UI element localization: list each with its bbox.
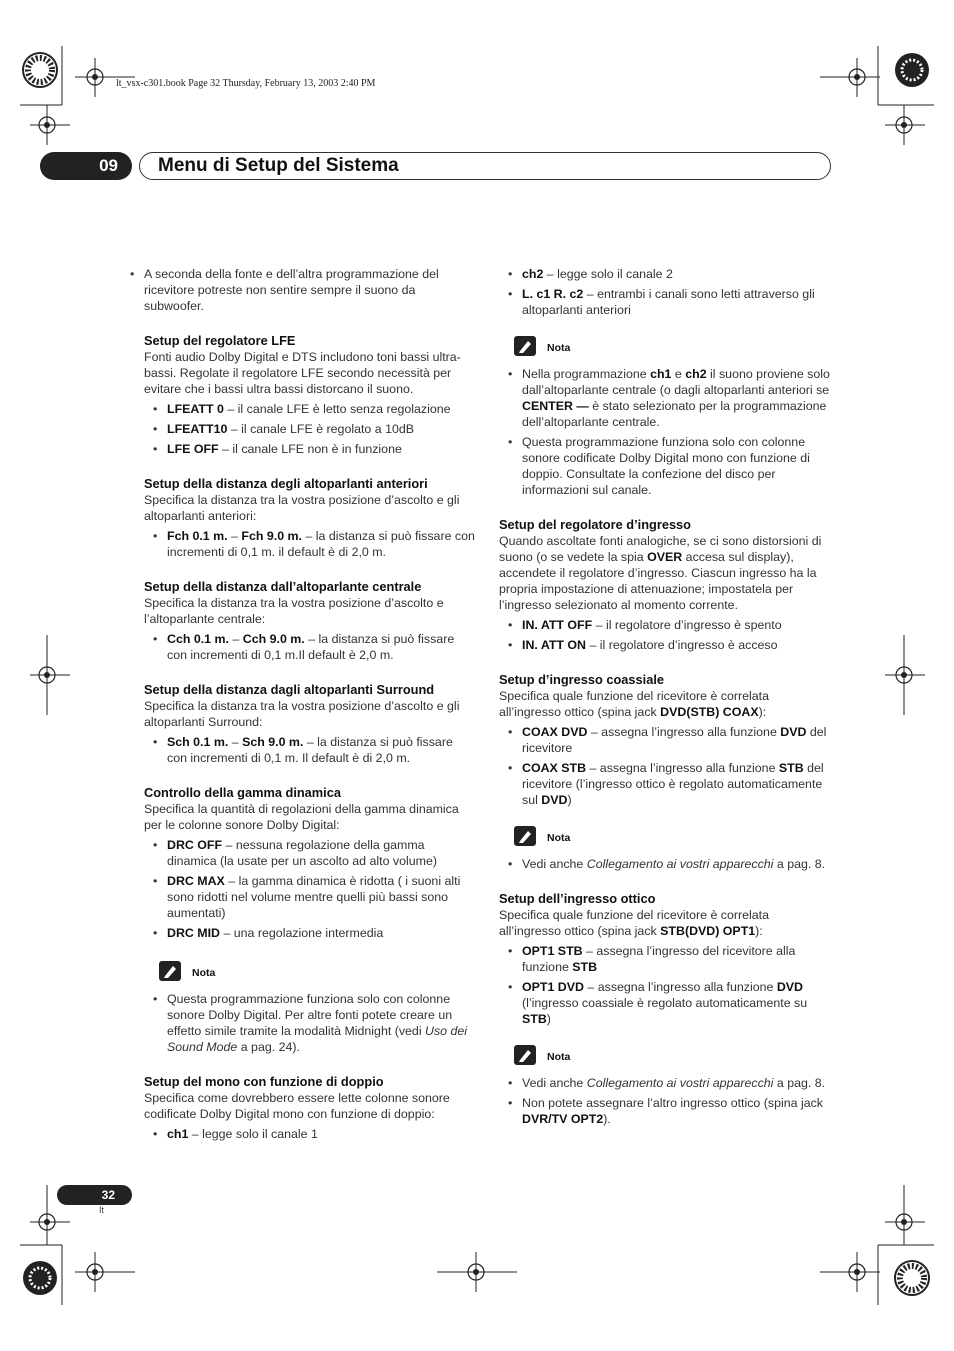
drc-heading: Controllo della gamma dinamica — [144, 785, 341, 800]
chapter-number: 09 — [40, 152, 132, 180]
list-item: • LFEATT 0 – il canale LFE è letto senza regolazione — [144, 401, 476, 417]
note-item: • Questa programmazione funziona solo con colonne sonore codificate Dolby Digital mono con funzione di doppio. Consultate la confezione del disco per informazioni sul canale. — [499, 434, 831, 498]
list-item: • Cch 0.1 m. – Cch 9.0 m. – la distanza si può fissare con incrementi di 0,1 m.Il default è 2,0 m. — [144, 631, 476, 663]
note-item: • Vedi anche Collegamento ai vostri apparecchi a pag. 8. — [499, 856, 831, 872]
nota-label: Nota — [547, 1051, 571, 1063]
list-item: • L. c1 R. c2 – entrambi i canali sono letti attraverso gli altoparlanti anteriori — [499, 286, 831, 318]
pencil-icon — [514, 1045, 536, 1065]
front-heading: Setup della distanza degli altoparlanti anteriori — [144, 476, 428, 491]
list-item: • IN. ATT ON – il regolatore d’ingresso è acceso — [499, 637, 831, 653]
mono-text: Specifica come dovrebbero essere lette colonne sonore codificate Dolby Digital mono con funzione di doppio: — [144, 1091, 450, 1121]
page-number: 32 — [57, 1185, 132, 1205]
optical-text: Specifica quale funzione del ricevitore è correlata all’ingresso ottico (spina jack STB(DVD) OPT1): — [499, 908, 769, 938]
list-item: • ch1 – legge solo il canale 1 — [144, 1126, 476, 1142]
list-item: • DRC OFF – nessuna regolazione della gamma dinamica (la usate per un ascolto ad alto volume) — [144, 837, 476, 869]
right-column — [499, 262, 831, 1127]
nota-box — [499, 336, 831, 362]
list-item: • OPT1 STB – assegna l’ingresso del ricevitore alla funzione STB — [499, 943, 831, 975]
nota-label: Nota — [192, 967, 216, 979]
lfe-text: Fonti audio Dolby Digital e DTS includono toni bassi ultra-bassi. Regolate il regolatore LFE secondo necessità per evitare che i bassi ultra bassi distorcano il suono. — [144, 350, 461, 396]
pencil-icon — [514, 826, 536, 846]
pencil-icon — [514, 336, 536, 356]
list-item: • LFE OFF – il canale LFE non è in funzione — [144, 441, 476, 457]
optical-heading: Setup dell’ingresso ottico — [499, 891, 656, 906]
list-item: • Sch 0.1 m. – Sch 9.0 m. – la distanza si può fissare con incrementi di 0,1 m. Il default è di 2,0 m. — [144, 734, 476, 766]
note-item: • Vedi anche Collegamento ai vostri apparecchi a pag. 8. — [499, 1075, 831, 1091]
input-att-text: Quando ascoltate fonti analogiche, se ci sono distorsioni di suono (o se vedete la spia OVER accesa sul display), accendete il regolatore d’ingresso. Ciascun ingresso ha la propria impostazione di attenuazione; impostatela per l’ingresso selezionato al momento corrente. — [499, 534, 822, 612]
surround-heading: Setup della distanza dagli altoparlanti Surround — [144, 682, 435, 697]
list-item: • IN. ATT OFF – il regolatore d’ingresso è spento — [499, 617, 831, 633]
coax-text: Specifica quale funzione del ricevitore è correlata all’ingresso ottico (spina jack DVD(STB) COAX): — [499, 689, 769, 719]
print-info: lt_vsx-c301.book Page 32 Thursday, February 13, 2003 2:40 PM — [116, 78, 376, 89]
list-item: • ch2 – legge solo il canale 2 — [499, 266, 831, 282]
note-item: • Non potete assegnare l’altro ingresso ottico (spina jack DVR/TV OPT2). — [499, 1095, 831, 1127]
left-column — [144, 266, 476, 1142]
front-text: Specifica la distanza tra la vostra posizione d’ascolto e gli altoparlanti anteriori: — [144, 493, 460, 523]
list-item: • DRC MAX – la gamma dinamica è ridotta ( i suoni alti sono ridotti nel volume mentre quelli più bassi sono aumentati) — [144, 873, 476, 921]
list-item: • DRC MID – una regolazione intermedia — [144, 925, 476, 941]
list-item: • OPT1 DVD – assegna l’ingresso alla funzione DVD (l’ingresso coassiale è regolato automaticamente su STB) — [499, 979, 831, 1027]
chapter-title: Menu di Setup del Sistema — [158, 155, 399, 176]
nota-box — [144, 961, 476, 987]
nota-box — [499, 826, 831, 852]
surround-text: Specifica la distanza tra la vostra posizione d’ascolto e gli altoparlanti Surround: — [144, 699, 460, 729]
drc-text: Specifica la quantità di regolazioni della gamma dinamica per le colonne sonore Dolby Digital: — [144, 802, 459, 832]
intro-bullet: • A seconda della fonte e dell’altra programmazione del ricevitore potreste non sentire sempre il suono da subwoofer. — [121, 266, 476, 314]
language-code: It — [99, 1205, 105, 1215]
input-att-heading: Setup del regolatore d’ingresso — [499, 517, 691, 532]
lfe-heading: Setup del regolatore LFE — [144, 333, 296, 348]
center-text: Specifica la distanza tra la vostra posizione d’ascolto e l’altoparlante centrale: — [144, 596, 444, 626]
pencil-icon — [159, 961, 181, 981]
nota-box — [499, 1045, 831, 1071]
nota-label: Nota — [547, 832, 571, 844]
coax-heading: Setup d’ingresso coassiale — [499, 672, 664, 687]
note-item: • Questa programmazione funziona solo con colonne sonore Dolby Digital. Per altre fonti potete creare un effetto simile tramite la modalità Midnight (vedi Uso dei Sound Mode a pag. 24). — [144, 991, 476, 1055]
list-item: • Fch 0.1 m. – Fch 9.0 m. – la distanza si può fissare con incrementi di 0,1 m. il default è di 2,0 m. — [144, 528, 476, 560]
note-item: • Nella programmazione ch1 e ch2 il suono proviene solo dall’altoparlante centrale (o dagli altoparlanti anteriori se CENTER — è stato selezionato per la programmazione dell’altoparlante centrale. — [499, 366, 831, 430]
center-heading: Setup della distanza dall’altoparlante centrale — [144, 579, 422, 594]
list-item: • LFEATT10 – il canale LFE è regolato a 10dB — [144, 421, 476, 437]
nota-label: Nota — [547, 342, 571, 354]
list-item: • COAX DVD – assegna l’ingresso alla funzione DVD del ricevitore — [499, 724, 831, 756]
mono-heading: Setup del mono con funzione di doppio — [144, 1074, 384, 1089]
list-item: • COAX STB – assegna l’ingresso alla funzione STB del ricevitore (l’ingresso ottico è regolato automaticamente sul DVD) — [499, 760, 831, 808]
